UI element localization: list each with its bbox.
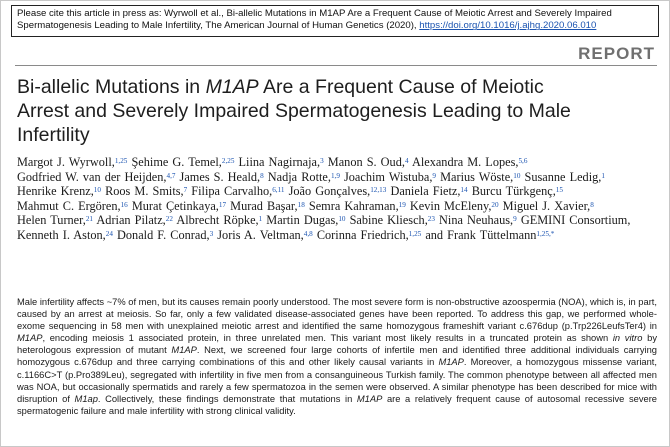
author-name[interactable] [131, 155, 234, 169]
affiliation-marker[interactable]: 1,9 [330, 171, 340, 180]
author-name-text: Burcu Türkgenç, [471, 184, 556, 199]
article-title [17, 75, 577, 147]
section-label: REPORT [578, 44, 655, 63]
author-name-text: Donald F. Conrad, [117, 227, 210, 242]
author-name-text: Kenneth I. Aston, [17, 227, 106, 242]
author-name-text: Murad Başar, [230, 198, 298, 213]
abstract-italic-term: in vitro [612, 333, 643, 344]
author-name-text: Kevin McEleny, [409, 198, 492, 213]
abstract-italic-term: M1AP [171, 345, 197, 356]
abstract-italic-term: M1ap [74, 393, 98, 404]
title-gene: M1AP [205, 76, 259, 98]
author-name[interactable] [268, 170, 340, 184]
abstract-italic-term: M1AP [356, 393, 383, 404]
affiliation-marker[interactable]: 3 [320, 157, 324, 165]
title-part: Bi-allelic Mutations in [17, 76, 206, 98]
author-name[interactable] [412, 155, 527, 169]
affiliation-marker[interactable]: 23 [427, 215, 435, 224]
author-name-text: James S. Heald, [179, 169, 261, 184]
author-name[interactable] [350, 213, 435, 227]
author-name-text: Semra Kahraman, [308, 198, 399, 213]
author-name[interactable] [180, 170, 264, 184]
author-name[interactable] [328, 155, 409, 169]
affiliation-marker[interactable]: 18 [297, 200, 305, 209]
author-name-text: Adrian Pilatz, [96, 213, 166, 228]
author-name-text: Roos M. Smits, [105, 184, 184, 199]
author-name[interactable] [96, 213, 173, 227]
affiliation-marker[interactable]: 1,25 [408, 229, 422, 238]
abstract-text: . Collectively, these findings demonstrate that mutations in [97, 393, 357, 404]
author-name-text: GEMINI Consortium, [520, 213, 631, 228]
affiliation-marker[interactable]: 6,11 [272, 186, 285, 195]
author-name-text: Murat Çetinkaya, [131, 198, 219, 213]
author-name[interactable] [503, 199, 594, 213]
affiliation-marker[interactable]: 12,13 [370, 186, 387, 195]
affiliation-marker[interactable]: 9 [513, 215, 517, 224]
author-name[interactable] [390, 184, 467, 198]
title-part: Are a Frequent Cause of Meiotic Arrest and Severely Impaired Spermatogenesis Leading to Male Infertility [17, 76, 571, 146]
author-name[interactable] [132, 199, 226, 213]
author-name-text: Joris A. Veltman, [217, 227, 304, 242]
author-name[interactable] [344, 170, 436, 184]
author-name[interactable] [440, 170, 520, 184]
abstract [17, 296, 657, 417]
abstract-italic-term: M1AP [438, 357, 464, 368]
header-divider [15, 65, 657, 66]
affiliation-marker[interactable]: 16 [120, 200, 128, 209]
author-name[interactable] [217, 228, 312, 242]
affiliation-marker[interactable]: 4,7 [166, 171, 176, 180]
author-name-text: Joachim Wistuba, [344, 169, 433, 184]
affiliation-marker[interactable]: 10 [513, 171, 521, 180]
author-name-text: Nina Neuhaus, [439, 213, 514, 228]
author-name-text: Henrike Krenz, [17, 184, 94, 199]
abstract-text: by heterologous expression of mutant [17, 333, 657, 356]
author-name-text: Mahmut C. Ergören, [17, 198, 121, 213]
author-name[interactable] [17, 170, 175, 184]
affiliation-marker[interactable]: 1 [601, 171, 605, 180]
doi-link[interactable]: https://doi.org/10.1016/j.ajhg.2020.06.010 [419, 20, 597, 32]
abstract-text: are a relatively frequent cause of autosomal recessive severe spermatogenic failure and male infertility with strong clinical validity. [17, 393, 658, 416]
author-name[interactable] [17, 213, 93, 227]
author-name-text: Liina Nagirnaja, [238, 155, 321, 169]
author-name-text: Margot J. Wyrwoll, [17, 155, 115, 169]
affiliation-marker[interactable]: 7 [183, 186, 188, 195]
affiliation-marker[interactable]: 8 [260, 171, 264, 180]
author-name[interactable] [17, 228, 113, 242]
author-name[interactable] [266, 213, 345, 227]
author-name-text: Marius Wöste, [440, 169, 514, 184]
author-name-text: Sabine Kliesch, [349, 213, 428, 228]
author-name-text: Miguel J. Xavier, [502, 198, 591, 213]
author-name[interactable] [289, 184, 387, 198]
affiliation-marker[interactable]: 10 [93, 186, 101, 195]
author-name[interactable] [105, 184, 187, 198]
author-name[interactable] [17, 155, 127, 169]
author-name[interactable] [230, 199, 305, 213]
affiliation-marker[interactable]: 10 [338, 215, 346, 224]
author-name[interactable] [439, 213, 517, 227]
affiliation-marker[interactable]: 15 [555, 186, 563, 195]
author-name[interactable] [176, 213, 262, 227]
affiliation-marker[interactable]: 2,25 [221, 157, 235, 165]
author-name-text: Filipa Carvalho, [191, 184, 273, 199]
author-name[interactable] [239, 155, 324, 169]
abstract-italic-term: M1AP [17, 333, 43, 344]
author-name[interactable] [17, 199, 128, 213]
author-name-text: Corinna Friedrich, [316, 227, 409, 242]
author-name-text: Albrecht Röpke, [176, 213, 259, 228]
affiliation-marker[interactable]: 20 [491, 200, 499, 209]
author-name[interactable] [472, 184, 563, 198]
affiliation-marker[interactable]: 24 [105, 229, 113, 238]
author-name-text: Nadja Rotte, [267, 169, 331, 184]
author-name[interactable] [17, 184, 101, 198]
affiliation-marker[interactable]: 21 [85, 215, 94, 224]
affiliation-marker[interactable]: 9 [432, 171, 436, 180]
author-list [17, 155, 657, 243]
affiliation-marker[interactable]: 4 [404, 157, 409, 165]
abstract-text: Male infertility affects ~7% of men, but its causes remain poorly understood. The most severe form is non-obstructive azoospermia (NOA), which is, in part, caused by an arrest at meiosis. So far, only a few validated disease-associated genes have been reported. To address this gap, we performed whole-exome sequencing in 58 men with unexplained meiotic arrest and identified the same homozygous frameshift variant c.676dup (p.Trp226LeufsTer4) in [17, 297, 657, 332]
author-name-text: Godfried W. van der Heijden, [17, 169, 167, 184]
abstract-text: . Moreover, a homozygous missense variant, c.1166C>T (p.Pro389Leu), segregated with infertility in five men from a consanguineous Turkish family. The common phenotype between all affected men was NOA, but occasionally spermatids and rarely a few spermatozoa in the semen were observed. A similar phenotype has been described for mice with disruption of [17, 357, 657, 404]
author-name[interactable] [191, 184, 284, 198]
author-name-text: João Gonçalves, [288, 184, 371, 199]
author-name-text: Şehime G. Temel, [131, 155, 222, 169]
author-name[interactable] [309, 199, 406, 213]
author-name[interactable] [317, 228, 421, 242]
author-name-text: Martin Dugas, [266, 213, 339, 228]
affiliation-marker[interactable]: 1 [258, 215, 263, 224]
affiliation-marker[interactable]: 14 [460, 186, 468, 195]
affiliation-marker[interactable]: 3 [209, 229, 214, 238]
author-name[interactable] [425, 228, 554, 242]
author-name-text: Helen Turner, [17, 213, 86, 228]
author-name[interactable] [525, 170, 605, 184]
affiliation-marker[interactable]: 22 [165, 215, 173, 224]
author-name-text: Alexandra M. Lopes, [411, 155, 519, 169]
affiliation-marker[interactable]: 8 [590, 200, 594, 209]
abstract-text: , encoding meiosis 1 associated protein, in three unrelated men. This variant most likely results in a truncated protein as shown [42, 333, 613, 344]
citation-notice [11, 5, 659, 37]
author-name-text: Susanne Ledig, [524, 169, 602, 184]
author-name-text: and Frank Tüttelmann [425, 227, 537, 242]
affiliation-marker[interactable]: 1,25,* [536, 229, 555, 238]
affiliation-marker[interactable]: 4,8 [303, 229, 313, 238]
citation-text: Please cite this article in press as: Wyrwoll et al., Bi-allelic Mutations in M1AP Are a Frequent Cause of Meiotic Arrest and Severely Impaired Spermatogenesis Leading to Male Infertility, The American Journal of Human Genetics (2020), [17, 8, 612, 32]
author-name[interactable] [410, 199, 499, 213]
author-name-text: Daniela Fietz, [390, 184, 461, 199]
affiliation-marker[interactable]: 1,25 [114, 157, 128, 165]
author-name-text: Manon S. Oud, [327, 155, 405, 169]
affiliation-marker[interactable]: 17 [218, 200, 227, 209]
abstract-text: . Next, we screened four large cohorts of infertile men and identified three additional individuals carrying homozygous c.676dup and three carrying combinations of this and other likely causal variants in [17, 345, 657, 368]
author-name[interactable] [521, 213, 631, 227]
affiliation-marker[interactable]: 5,6 [518, 157, 528, 165]
affiliation-marker[interactable]: 19 [398, 200, 406, 209]
author-name[interactable] [117, 228, 213, 242]
